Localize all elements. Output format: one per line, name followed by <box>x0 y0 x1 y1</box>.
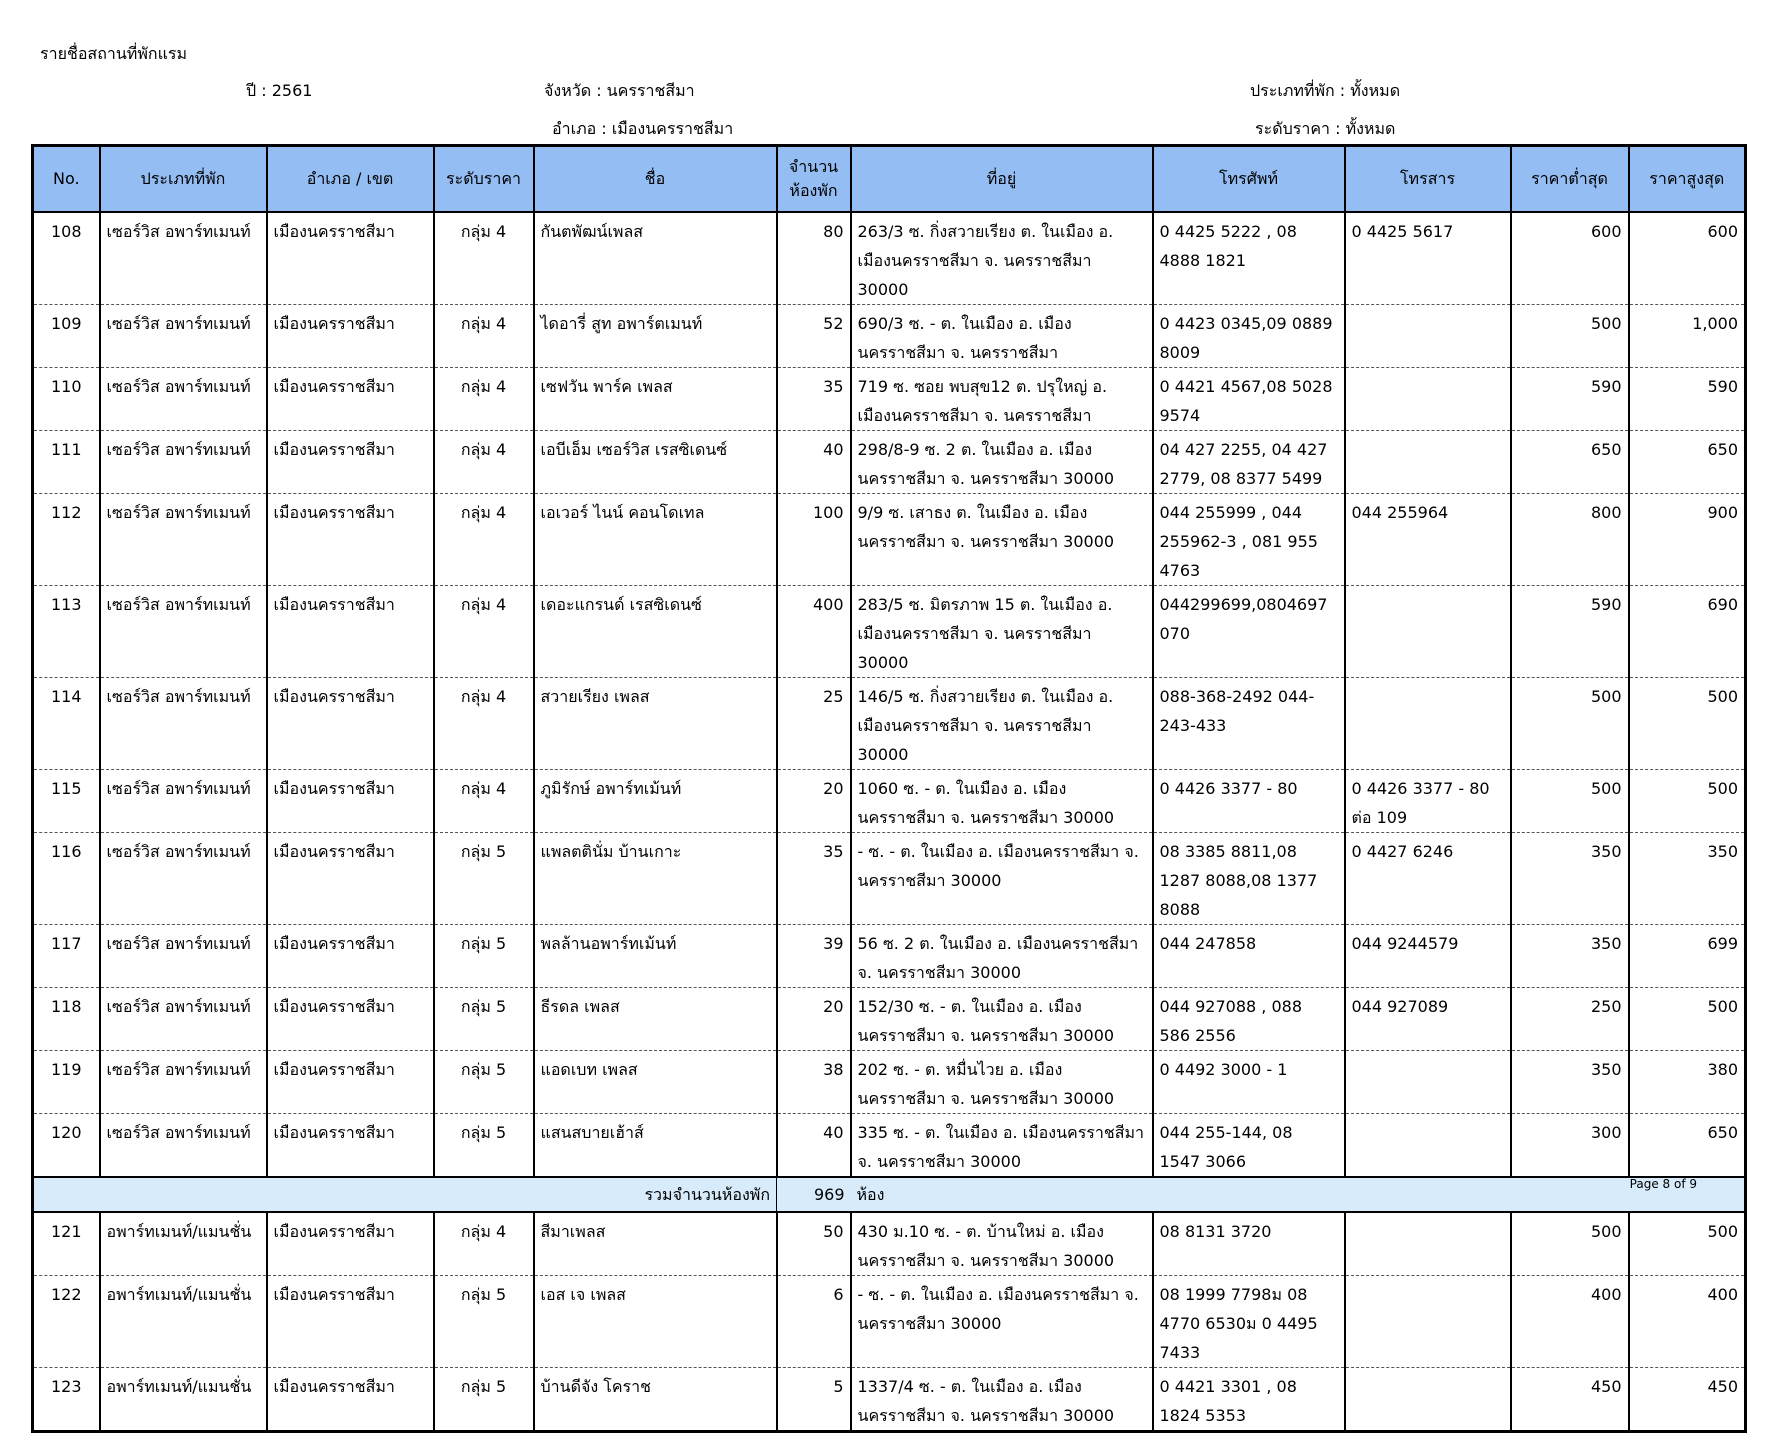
table-row <box>33 1276 1746 1368</box>
cell-name: กันตพัฒน์เพลส <box>534 212 777 305</box>
cell-min-price: 590 <box>1511 586 1629 678</box>
cell-no: 115 <box>33 770 100 833</box>
cell-type: เซอร์วิส อพาร์ทเมนท์ <box>100 212 267 305</box>
cell-level: กลุ่ม 4 <box>434 431 534 494</box>
cell-address: 263/3 ซ. กิ่งสวายเรียง ต. ในเมือง อ. เมืองนครราชสีมา จ. นครราชสีมา 30000 <box>851 212 1153 305</box>
cell-fax: 0 4427 6246 <box>1345 833 1511 925</box>
cell-phone: 08 3385 8811,08 1287 8088,08 1377 8088 <box>1153 833 1345 925</box>
cell-max-price: 500 <box>1629 678 1746 770</box>
accommodation-type-label: ประเภทที่พัก : ทั้งหมด <box>1250 81 1401 100</box>
table-row <box>33 494 1746 586</box>
cell-name: ไดอารี่ สูท อพาร์ตเมนท์ <box>534 305 777 368</box>
cell-no: 113 <box>33 586 100 678</box>
summary-row <box>33 1177 1746 1212</box>
cell-level: กลุ่ม 5 <box>434 925 534 988</box>
table-row <box>33 586 1746 678</box>
table-header <box>33 146 1746 213</box>
header-col-phone: โทรศัพท์ <box>1153 146 1345 213</box>
cell-max-price: 600 <box>1629 212 1746 305</box>
cell-name: เดอะแกรนด์ เรสซิเดนซ์ <box>534 586 777 678</box>
cell-fax: 044 255964 <box>1345 494 1511 586</box>
cell-phone: 0 4426 3377 - 80 <box>1153 770 1345 833</box>
cell-max-price: 500 <box>1629 1212 1746 1276</box>
table-row <box>33 1051 1746 1114</box>
cell-fax <box>1345 1051 1511 1114</box>
table-row <box>33 988 1746 1051</box>
cell-no: 122 <box>33 1276 100 1368</box>
cell-rooms: 80 <box>777 212 851 305</box>
year-label: ปี : 2561 <box>246 81 313 100</box>
cell-name: เอส เจ เพลส <box>534 1276 777 1368</box>
cell-no: 117 <box>33 925 100 988</box>
cell-level: กลุ่ม 5 <box>434 1276 534 1368</box>
cell-type: อพาร์ทเมนท์/แมนชั่น <box>100 1276 267 1368</box>
cell-min-price: 590 <box>1511 368 1629 431</box>
header-col-max-price: ราคาสูงสุด <box>1629 146 1746 213</box>
cell-phone: 0 4492 3000 - 1 <box>1153 1051 1345 1114</box>
cell-type: เซอร์วิส อพาร์ทเมนท์ <box>100 925 267 988</box>
cell-fax <box>1345 1276 1511 1368</box>
cell-type: อพาร์ทเมนท์/แมนชั่น <box>100 1212 267 1276</box>
cell-type: เซอร์วิส อพาร์ทเมนท์ <box>100 431 267 494</box>
cell-rooms: 100 <box>777 494 851 586</box>
cell-level: กลุ่ม 4 <box>434 586 534 678</box>
cell-min-price: 300 <box>1511 1114 1629 1178</box>
cell-name: พลล้านอพาร์ทเม้นท์ <box>534 925 777 988</box>
cell-rooms: 40 <box>777 1114 851 1178</box>
header-col-district: อำเภอ / เขต <box>267 146 434 213</box>
cell-district: เมืองนครราชสีมา <box>267 833 434 925</box>
report-title: รายชื่อสถานที่พักแรม <box>40 44 188 63</box>
cell-phone: 044 927088 , 088 586 2556 <box>1153 988 1345 1051</box>
cell-min-price: 500 <box>1511 678 1629 770</box>
cell-rooms: 35 <box>777 368 851 431</box>
table-row <box>33 1212 1746 1276</box>
cell-max-price: 690 <box>1629 586 1746 678</box>
cell-address: 146/5 ซ. กิ่งสวายเรียง ต. ในเมือง อ. เมืองนครราชสีมา จ. นครราชสีมา 30000 <box>851 678 1153 770</box>
province-label: จังหวัด : นครราชสีมา <box>544 81 695 100</box>
cell-type: เซอร์วิส อพาร์ทเมนท์ <box>100 1114 267 1178</box>
cell-district: เมืองนครราชสีมา <box>267 1368 434 1432</box>
cell-no: 121 <box>33 1212 100 1276</box>
cell-max-price: 590 <box>1629 368 1746 431</box>
cell-type: เซอร์วิส อพาร์ทเมนท์ <box>100 305 267 368</box>
cell-type: เซอร์วิส อพาร์ทเมนท์ <box>100 988 267 1051</box>
cell-rooms: 5 <box>777 1368 851 1432</box>
cell-address: 430 ม.10 ซ. - ต. บ้านใหม่ อ. เมืองนครราชสีมา จ. นครราชสีมา 30000 <box>851 1212 1153 1276</box>
cell-no: 120 <box>33 1114 100 1178</box>
cell-address: - ซ. - ต. ในเมือง อ. เมืองนครราชสีมา จ. นครราชสีมา 30000 <box>851 833 1153 925</box>
cell-fax <box>1345 678 1511 770</box>
cell-phone: 044299699,0804697070 <box>1153 586 1345 678</box>
cell-district: เมืองนครราชสีมา <box>267 1276 434 1368</box>
table-row <box>33 678 1746 770</box>
cell-address: 152/30 ซ. - ต. ในเมือง อ. เมืองนครราชสีมา จ. นครราชสีมา 30000 <box>851 988 1153 1051</box>
table-row <box>33 1368 1746 1432</box>
cell-district: เมืองนครราชสีมา <box>267 925 434 988</box>
cell-level: กลุ่ม 5 <box>434 1114 534 1178</box>
cell-no: 112 <box>33 494 100 586</box>
cell-address: 719 ซ. ซอย พบสุข12 ต. ปรุใหญ่ อ. เมืองนครราชสีมา จ. นครราชสีมา <box>851 368 1153 431</box>
cell-name: สวายเรียง เพลส <box>534 678 777 770</box>
cell-district: เมืองนครราชสีมา <box>267 212 434 305</box>
cell-max-price: 500 <box>1629 770 1746 833</box>
district-label: อำเภอ : เมืองนครราชสีมา <box>552 119 734 138</box>
cell-min-price: 600 <box>1511 212 1629 305</box>
cell-level: กลุ่ม 5 <box>434 833 534 925</box>
cell-level: กลุ่ม 4 <box>434 368 534 431</box>
cell-level: กลุ่ม 5 <box>434 1368 534 1432</box>
cell-level: กลุ่ม 4 <box>434 494 534 586</box>
cell-district: เมืองนครราชสีมา <box>267 988 434 1051</box>
cell-type: เซอร์วิส อพาร์ทเมนท์ <box>100 833 267 925</box>
cell-fax: 044 9244579 <box>1345 925 1511 988</box>
cell-rooms: 400 <box>777 586 851 678</box>
cell-min-price: 400 <box>1511 1276 1629 1368</box>
cell-max-price: 699 <box>1629 925 1746 988</box>
table-row <box>33 212 1746 305</box>
cell-max-price: 450 <box>1629 1368 1746 1432</box>
cell-level: กลุ่ม 4 <box>434 305 534 368</box>
cell-rooms: 25 <box>777 678 851 770</box>
cell-district: เมืองนครราชสีมา <box>267 1212 434 1276</box>
cell-min-price: 350 <box>1511 1051 1629 1114</box>
cell-level: กลุ่ม 5 <box>434 988 534 1051</box>
cell-rooms: 40 <box>777 431 851 494</box>
table-body <box>33 212 1746 1432</box>
cell-fax <box>1345 431 1511 494</box>
cell-level: กลุ่ม 4 <box>434 770 534 833</box>
cell-address: 202 ซ. - ต. หมื่นไวย อ. เมืองนครราชสีมา จ. นครราชสีมา 30000 <box>851 1051 1153 1114</box>
cell-fax <box>1345 368 1511 431</box>
header-col-type: ประเภทที่พัก <box>100 146 267 213</box>
cell-max-price: 380 <box>1629 1051 1746 1114</box>
cell-address: 56 ซ. 2 ต. ในเมือง อ. เมืองนครราชสีมา จ. นครราชสีมา 30000 <box>851 925 1153 988</box>
cell-phone: 08 8131 3720 <box>1153 1212 1345 1276</box>
cell-address: - ซ. - ต. ในเมือง อ. เมืองนครราชสีมา จ. นครราชสีมา 30000 <box>851 1276 1153 1368</box>
cell-no: 123 <box>33 1368 100 1432</box>
cell-address: 283/5 ซ. มิตรภาพ 15 ต. ในเมือง อ. เมืองนครราชสีมา จ. นครราชสีมา 30000 <box>851 586 1153 678</box>
cell-no: 116 <box>33 833 100 925</box>
cell-type: เซอร์วิส อพาร์ทเมนท์ <box>100 368 267 431</box>
cell-rooms: 35 <box>777 833 851 925</box>
cell-address: 335 ซ. - ต. ในเมือง อ. เมืองนครราชสีมา จ. นครราชสีมา 30000 <box>851 1114 1153 1178</box>
cell-rooms: 20 <box>777 988 851 1051</box>
table-row <box>33 368 1746 431</box>
cell-address: 298/8-9 ซ. 2 ต. ในเมือง อ. เมืองนครราชสีมา จ. นครราชสีมา 30000 <box>851 431 1153 494</box>
cell-address: 1337/4 ซ. - ต. ในเมือง อ. เมืองนครราชสีมา จ. นครราชสีมา 30000 <box>851 1368 1153 1432</box>
cell-min-price: 500 <box>1511 305 1629 368</box>
cell-min-price: 250 <box>1511 988 1629 1051</box>
header-col-address: ที่อยู่ <box>851 146 1153 213</box>
cell-phone: 0 4421 3301 , 08 1824 5353 <box>1153 1368 1345 1432</box>
cell-phone: 044 255-144, 08 1547 3066 <box>1153 1114 1345 1178</box>
cell-min-price: 650 <box>1511 431 1629 494</box>
cell-phone: 0 4423 0345,09 0889 8009 <box>1153 305 1345 368</box>
cell-rooms: 52 <box>777 305 851 368</box>
cell-type: เซอร์วิส อพาร์ทเมนท์ <box>100 586 267 678</box>
cell-min-price: 350 <box>1511 925 1629 988</box>
header-col-no: No. <box>33 146 100 213</box>
cell-fax <box>1345 1114 1511 1178</box>
cell-phone: 08 1999 7798ม 08 4770 6530ม 0 4495 7433 <box>1153 1276 1345 1368</box>
cell-max-price: 400 <box>1629 1276 1746 1368</box>
cell-max-price: 650 <box>1629 1114 1746 1178</box>
summary-value: 969 <box>777 1177 851 1212</box>
cell-district: เมืองนครราชสีมา <box>267 1051 434 1114</box>
cell-level: กลุ่ม 4 <box>434 678 534 770</box>
cell-district: เมืองนครราชสีมา <box>267 586 434 678</box>
table-row <box>33 305 1746 368</box>
cell-fax <box>1345 1368 1511 1432</box>
table-row <box>33 431 1746 494</box>
cell-district: เมืองนครราชสีมา <box>267 368 434 431</box>
cell-name: แสนสบายเฮ้าส์ <box>534 1114 777 1178</box>
cell-no: 109 <box>33 305 100 368</box>
table-row <box>33 833 1746 925</box>
cell-name: แพลตตินั่ม บ้านเกาะ <box>534 833 777 925</box>
cell-type: เซอร์วิส อพาร์ทเมนท์ <box>100 678 267 770</box>
cell-rooms: 20 <box>777 770 851 833</box>
cell-no: 114 <box>33 678 100 770</box>
cell-min-price: 450 <box>1511 1368 1629 1432</box>
cell-rooms: 50 <box>777 1212 851 1276</box>
summary-unit: ห้อง <box>851 1177 1746 1212</box>
cell-no: 111 <box>33 431 100 494</box>
cell-rooms: 39 <box>777 925 851 988</box>
cell-phone: 044 247858 <box>1153 925 1345 988</box>
cell-phone: 044 255999 , 044 255962-3 , 081 955 4763 <box>1153 494 1345 586</box>
cell-name: แอดเบท เพลส <box>534 1051 777 1114</box>
cell-level: กลุ่ม 4 <box>434 1212 534 1276</box>
cell-district: เมืองนครราชสีมา <box>267 1114 434 1178</box>
cell-type: เซอร์วิส อพาร์ทเมนท์ <box>100 770 267 833</box>
cell-name: บ้านดีจัง โคราช <box>534 1368 777 1432</box>
accommodation-table <box>31 144 1747 1433</box>
cell-name: เอเวอร์ ไนน์ คอนโดเทล <box>534 494 777 586</box>
cell-type: เซอร์วิส อพาร์ทเมนท์ <box>100 494 267 586</box>
cell-rooms: 38 <box>777 1051 851 1114</box>
cell-fax <box>1345 586 1511 678</box>
cell-address: 690/3 ซ. - ต. ในเมือง อ. เมืองนครราชสีมา จ. นครราชสีมา <box>851 305 1153 368</box>
table-row <box>33 770 1746 833</box>
cell-district: เมืองนครราชสีมา <box>267 678 434 770</box>
header-col-name: ชื่อ <box>534 146 777 213</box>
cell-type: อพาร์ทเมนท์/แมนชั่น <box>100 1368 267 1432</box>
page-number: Page 8 of 9 <box>1629 1177 1697 1191</box>
cell-name: ธีรดล เพลส <box>534 988 777 1051</box>
cell-phone: 088-368-2492 044-243-433 <box>1153 678 1345 770</box>
header-col-level: ระดับราคา <box>434 146 534 213</box>
cell-fax: 0 4425 5617 <box>1345 212 1511 305</box>
cell-rooms: 6 <box>777 1276 851 1368</box>
header-col-rooms: จำนวน ห้องพัก <box>777 146 851 213</box>
cell-fax: 0 4426 3377 - 80 ต่อ 109 <box>1345 770 1511 833</box>
cell-max-price: 900 <box>1629 494 1746 586</box>
cell-address: 1060 ซ. - ต. ในเมือง อ. เมืองนครราชสีมา จ. นครราชสีมา 30000 <box>851 770 1153 833</box>
cell-level: กลุ่ม 5 <box>434 1051 534 1114</box>
table-row <box>33 1114 1746 1178</box>
cell-address: 9/9 ซ. เสาธง ต. ในเมือง อ. เมืองนครราชสีมา จ. นครราชสีมา 30000 <box>851 494 1153 586</box>
cell-type: เซอร์วิส อพาร์ทเมนท์ <box>100 1051 267 1114</box>
cell-level: กลุ่ม 4 <box>434 212 534 305</box>
cell-district: เมืองนครราชสีมา <box>267 770 434 833</box>
summary-label: รวมจำนวนห้องพัก <box>33 1177 777 1212</box>
cell-max-price: 650 <box>1629 431 1746 494</box>
cell-min-price: 350 <box>1511 833 1629 925</box>
cell-district: เมืองนครราชสีมา <box>267 305 434 368</box>
cell-phone: 04 427 2255, 04 427 2779, 08 8377 5499 <box>1153 431 1345 494</box>
cell-min-price: 500 <box>1511 1212 1629 1276</box>
cell-name: ภูมิรักษ์ อพาร์ทเม้นท์ <box>534 770 777 833</box>
cell-district: เมืองนครราชสีมา <box>267 494 434 586</box>
cell-min-price: 800 <box>1511 494 1629 586</box>
cell-no: 108 <box>33 212 100 305</box>
cell-fax <box>1345 1212 1511 1276</box>
cell-phone: 0 4425 5222 , 08 4888 1821 <box>1153 212 1345 305</box>
header-col-fax: โทรสาร <box>1345 146 1511 213</box>
cell-min-price: 500 <box>1511 770 1629 833</box>
cell-name: เซฟวัน พาร์ค เพลส <box>534 368 777 431</box>
cell-district: เมืองนครราชสีมา <box>267 431 434 494</box>
cell-no: 118 <box>33 988 100 1051</box>
cell-max-price: 350 <box>1629 833 1746 925</box>
cell-fax <box>1345 305 1511 368</box>
table-row <box>33 925 1746 988</box>
cell-fax: 044 927089 <box>1345 988 1511 1051</box>
price-level-label: ระดับราคา : ทั้งหมด <box>1255 119 1396 138</box>
cell-no: 119 <box>33 1051 100 1114</box>
header-col-min-price: ราคาต่ำสุด <box>1511 146 1629 213</box>
cell-no: 110 <box>33 368 100 431</box>
cell-phone: 0 4421 4567,08 5028 9574 <box>1153 368 1345 431</box>
cell-max-price: 500 <box>1629 988 1746 1051</box>
cell-name: สีมาเพลส <box>534 1212 777 1276</box>
cell-max-price: 1,000 <box>1629 305 1746 368</box>
cell-name: เอบีเอ็ม เซอร์วิส เรสซิเดนซ์ <box>534 431 777 494</box>
